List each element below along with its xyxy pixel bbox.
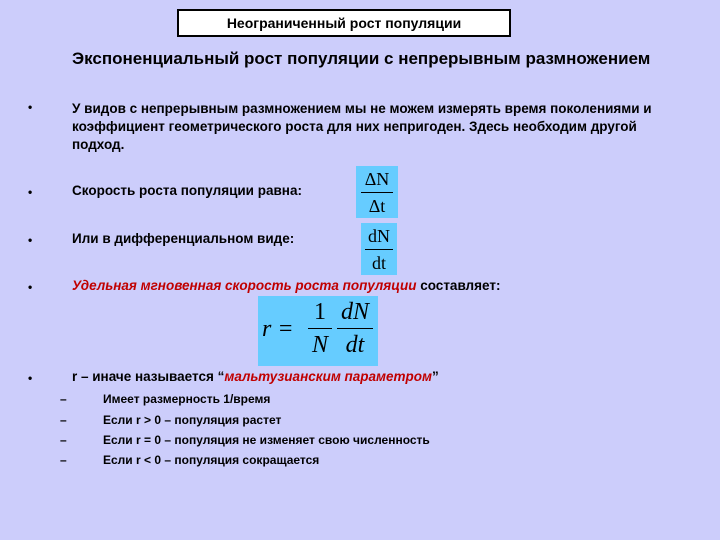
formula-delta-numerator: ΔN [364,169,390,189]
subitem-positive: Если r > 0 – популяция растет [103,413,282,427]
bullet-marker: • [28,185,33,199]
subitem-zero: Если r = 0 – популяция не изменяет свою численность [103,433,430,447]
formula-diff-denominator: dt [371,253,386,273]
formula-delta [356,166,398,218]
specific-rate-rest: составляет: [416,278,501,293]
formula-r-lhs: r = [262,316,294,342]
section-heading: Экспоненциальный рост популяции с непрерывным размножением [72,49,651,68]
bullet-marker: • [28,371,33,385]
paragraph-intro: У видов с непрерывным размножением мы не можем измерять время поколениями и коэффициент геометрического роста для них непригоден. Здесь необходим другой подход. [72,101,652,152]
malthusian-term: мальтузианским параметром [224,369,433,384]
slide-title: Неограниченный рост популяции [177,9,511,37]
dash-marker: – [60,413,67,427]
specific-rate-term: Удельная мгновенная скорость роста популяции [72,278,417,293]
bullet-marker: • [28,280,33,294]
dash-marker: – [60,433,67,447]
formula-diff-numerator: dN [368,226,390,246]
dash-marker: – [60,392,67,406]
formula-r-dt: dt [345,332,365,358]
subitem-negative: Если r < 0 – популяция сокращается [103,453,320,467]
bullet-marker: • [28,233,33,247]
formula-r-N: N [311,332,328,358]
paragraph-growth-rate: Скорость роста популяции равна: [72,183,302,198]
formula-delta-denominator: Δt [368,196,386,216]
paragraph-specific-rate [72,277,500,295]
formula-r-one: 1 [314,299,326,325]
formula-r-dN: dN [340,299,369,325]
malthusian-post: ” [432,369,439,384]
dash-marker: – [60,453,67,467]
subitem-dimension: Имеет размерность 1/время [103,392,271,406]
formula-r [258,296,378,366]
formula-differential [361,223,397,275]
bullet-marker: • [28,100,33,114]
malthusian-pre: r – иначе называется “ [72,369,225,384]
paragraph-malthusian [72,368,439,386]
paragraph-differential: Или в дифференциальном виде: [72,231,295,246]
